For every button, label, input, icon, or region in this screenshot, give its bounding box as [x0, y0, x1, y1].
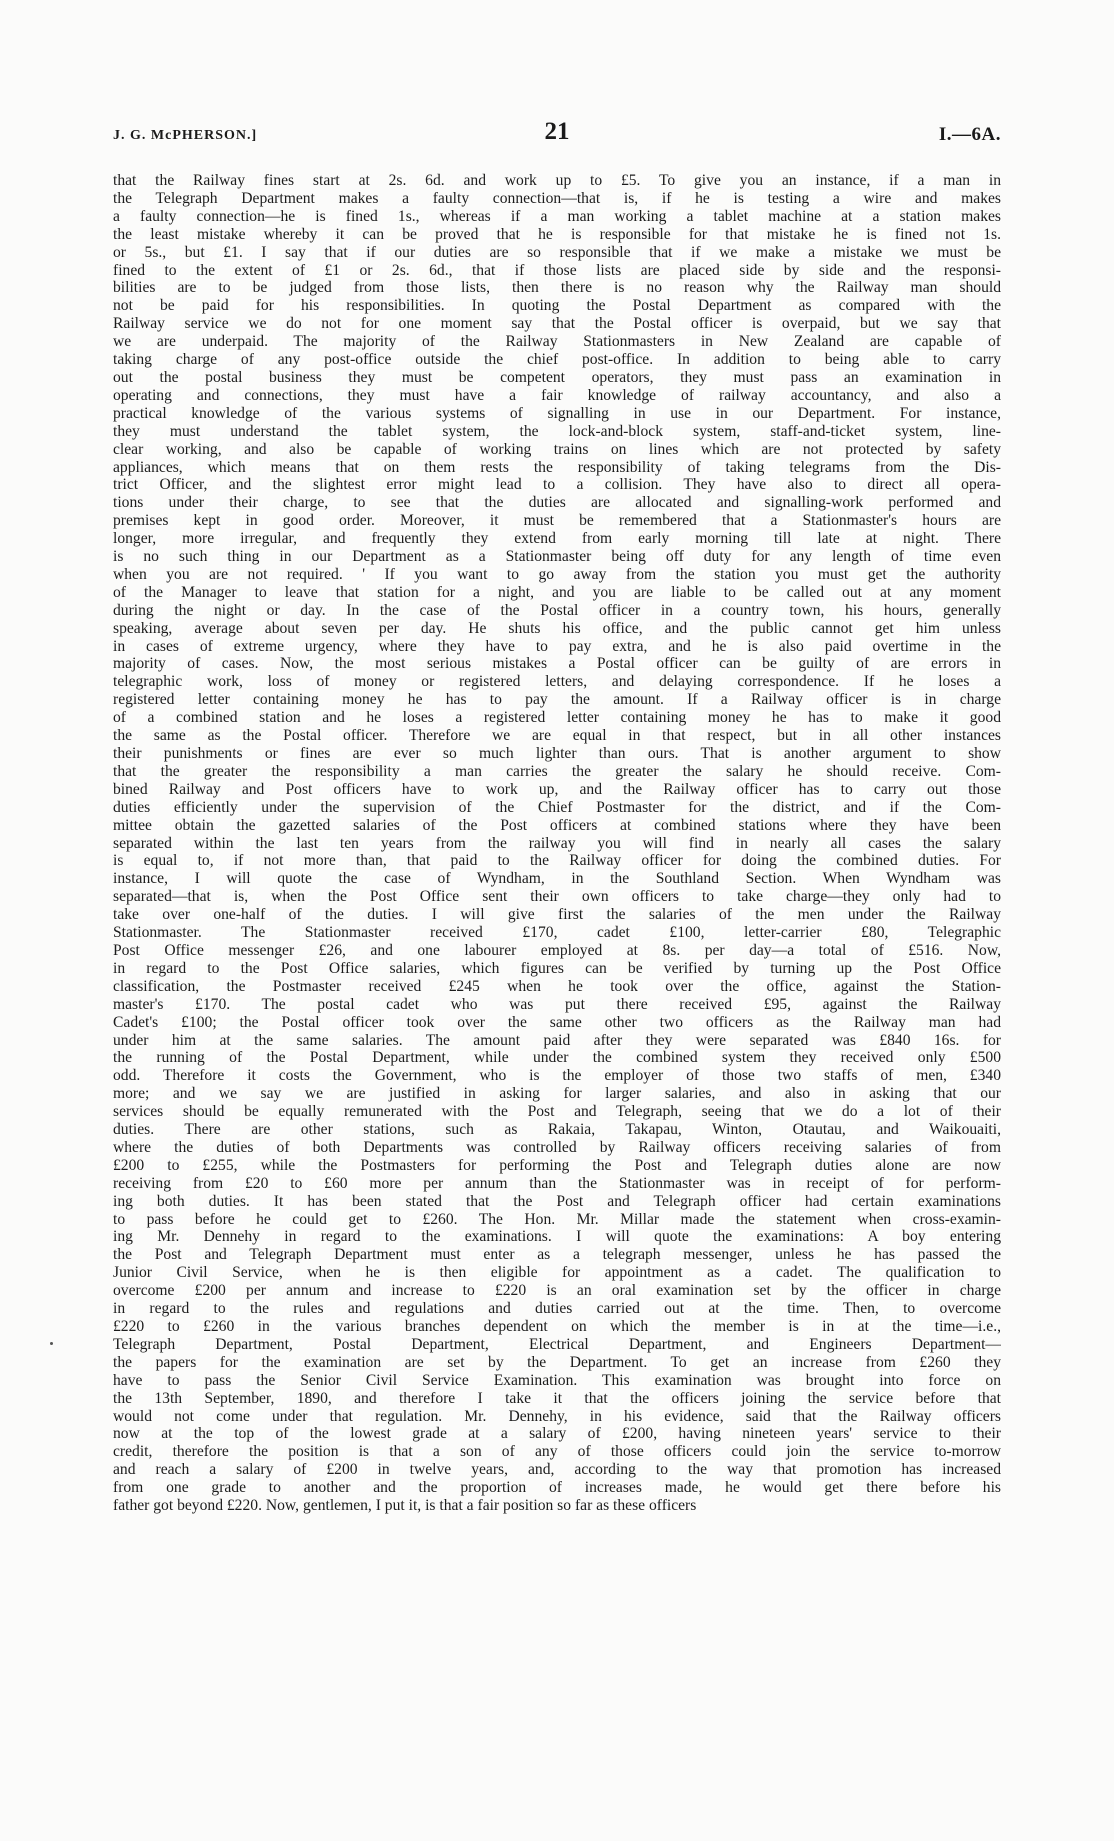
text-line: premises kept in good order. Moreover, it must be remembered that a Stationmaster's hours are [113, 512, 1001, 530]
text-line: when you are not required. ' If you want to go away from the station you must get the authority [113, 565, 1001, 583]
text-line: Post Office messenger £26, and one labourer employed at 8s. per day—a total of £516. Now, [113, 941, 1001, 959]
text-line: operating and connections, they must have a fair knowledge of railway accountancy, and also a [113, 386, 1001, 404]
text-line: not be paid for his responsibilities. In quoting the Postal Department as compared with the [113, 297, 1001, 315]
text-line: we are underpaid. The majority of the Railway Stationmasters in New Zealand are capable of [113, 333, 1001, 351]
text-line: classification, the Postmaster received £245 when he took over the office, against the Station- [113, 977, 1001, 995]
text-line: duties. There are other stations, such as Rakaia, Takapau, Winton, Otautau, and Waikouaiti, [113, 1121, 1001, 1139]
text-line: now at the top of the lowest grade at a salary of £200, having nineteen years' service to their [113, 1425, 1001, 1443]
text-line: Telegraph Department, Postal Department, Electrical Department, and Engineers Department— [113, 1335, 1001, 1353]
text-line: they must understand the tablet system, the lock-and-block system, staff-and-ticket system, line- [113, 422, 1001, 440]
text-line: Railway service we do not for one moment say that the Postal officer is overpaid, but we say that [113, 315, 1001, 333]
text-line: the least mistake whereby it can be proved that he is responsible for that mistake he is fined not 1s. [113, 225, 1001, 243]
page-number: 21 [544, 118, 570, 145]
text-line: in regard to the rules and regulations and duties carried out at the time. Then, to overcome [113, 1300, 1001, 1318]
text-line: tions under their charge, to see that the duties are allocated and signalling-work performed and [113, 494, 1001, 512]
text-line: speaking, average about seven per day. He shuts his office, and the public cannot get him unless [113, 619, 1001, 637]
text-line: trict Officer, and the slightest error might lead to a collision. They have also to direct all opera- [113, 476, 1001, 494]
text-line: £200 to £255, while the Postmasters for performing the Post and Telegraph duties alone are now [113, 1156, 1001, 1174]
text-line: and reach a salary of £200 in twelve years, and, according to the way that promotion has increased [113, 1461, 1001, 1479]
text-line: is equal to, if not more than, that paid to the Railway officer for doing the combined duties. For [113, 852, 1001, 870]
text-line: have to pass the Senior Civil Service Examination. This examination was brought into force on [113, 1371, 1001, 1389]
text-line: the 13th September, 1890, and therefore I take it that the officers joining the service before that [113, 1389, 1001, 1407]
text-line: that the Railway fines start at 2s. 6d. and work up to £5. To give you an instance, if a man in [113, 172, 1001, 189]
text-line: is no such thing in our Department as a Stationmaster being off duty for any length of time even [113, 548, 1001, 566]
body-text [113, 172, 1001, 1515]
text-line: bined Railway and Post officers have to work up, and the Railway officer has to carry out those [113, 780, 1001, 798]
text-line: separated within the last ten years from the railway you will find in nearly all cases the salary [113, 834, 1001, 852]
text-line: in cases of extreme urgency, where they have to pay extra, and he is also paid overtime in the [113, 637, 1001, 655]
text-line: clear working, and also be capable of working trains on lines which are not protected by safety [113, 440, 1001, 458]
text-line: or 5s., but £1. I say that if our duties are so responsible that if we make a mistake we must be [113, 243, 1001, 261]
text-line: Junior Civil Service, when he is then eligible for appointment as a cadet. The qualification to [113, 1264, 1001, 1282]
text-line: the papers for the examination are set by the Department. To get an increase from £260 they [113, 1353, 1001, 1371]
text-line: more; and we say we are justified in asking for larger salaries, and also in asking that our [113, 1085, 1001, 1103]
text-line: £220 to £260 in the various branches dependent on which the member is in at the time—i.e., [113, 1318, 1001, 1335]
text-line: instance, I will quote the case of Wyndham, in the Southland Section. When Wyndham was [113, 870, 1001, 888]
header-author: J. G. McPHERSON.] [113, 128, 258, 143]
text-line: during the night or day. In the case of the Postal officer in a country town, his hours, generally [113, 601, 1001, 619]
text-line: to pass before he could get to £260. The Hon. Mr. Millar made the statement when cross-examin- [113, 1210, 1001, 1228]
text-line: take over one-half of the duties. I will give first the salaries of the men under the Railway [113, 906, 1001, 924]
text-line: registered letter containing money he has to pay the amount. If a Railway officer is in charge [113, 691, 1001, 709]
text-line: ing Mr. Dennehy in regard to the examinations. I will quote the examinations: A boy entering [113, 1228, 1001, 1246]
text-line: mittee obtain the gazetted salaries of the Post officers at combined stations where they have been [113, 816, 1001, 834]
running-header [113, 118, 1001, 152]
header-document-ref: I.—6A. [938, 124, 1001, 145]
text-line: that the greater the responsibility a man carries the greater the salary he should receive. Com- [113, 762, 1001, 780]
paragraph [113, 172, 1001, 1515]
text-line: father got beyond £220. Now, gentlemen, I put it, is that a fair position so far as these officers [113, 1497, 697, 1515]
text-line: telegraphic work, loss of money or registered letters, and delaying correspondence. If he loses a [113, 673, 1001, 691]
text-line: receiving from £20 to £60 more per annum than the Stationmaster was in receipt of for perform- [113, 1174, 1001, 1192]
text-line: of the Manager to leave that station for a night, and you are liable to be called out at any moment [113, 583, 1001, 601]
text-line: longer, more irregular, and frequently they extend from early morning till late at night. There [113, 530, 1001, 548]
text-line: fined to the extent of £1 or 2s. 6d., that if those lists are placed side by side and the responsi- [113, 261, 1001, 279]
text-line: out the postal business they must be competent operators, they must pass an examination in [113, 368, 1001, 386]
text-line: Stationmaster. The Stationmaster received £170, cadet £100, letter-carrier £80, Telegraphic [113, 924, 1001, 942]
text-line: bilities are to be judged from those lists, then there is no reason why the Railway man should [113, 279, 1001, 297]
text-line: taking charge of any post-office outside the chief post-office. In addition to being able to carry [113, 351, 1001, 369]
text-line: master's £170. The postal cadet who was put there received £95, against the Railway [113, 995, 1001, 1013]
text-line: of a combined station and he loses a registered letter containing money he has to make it good [113, 709, 1001, 727]
text-line: majority of cases. Now, the most serious mistakes a Postal officer can be guilty of are errors in [113, 655, 1001, 673]
text-line: would not come under that regulation. Mr. Dennehy, in his evidence, said that the Railway officers [113, 1407, 1001, 1425]
text-line: appliances, which means that on them rests the responsibility of taking telegrams from the Dis- [113, 458, 1001, 476]
text-line: Cadet's £100; the Postal officer took over the same other two officers as the Railway man had [113, 1013, 1001, 1031]
text-line: in regard to the Post Office salaries, which figures can be verified by turning up the Post Office [113, 959, 1001, 977]
text-line: under him at the same salaries. The amount paid after they were separated was £840 16s. for [113, 1031, 1001, 1049]
text-line: overcome £200 per annum and increase to £220 is an oral examination set by the officer in charge [113, 1282, 1001, 1300]
text-line: separated—that is, when the Post Office sent their own officers to take charge—they only had to [113, 888, 1001, 906]
text-line: from one grade to another and the proportion of increases made, he would get there before his [113, 1479, 1001, 1497]
text-line: where the duties of both Departments was controlled by Railway officers receiving salaries of from [113, 1138, 1001, 1156]
text-line: the Telegraph Department makes a faulty connection—that is, if he is testing a wire and makes [113, 189, 1001, 207]
text-line: ing both duties. It has been stated that the Post and Telegraph officer had certain examinations [113, 1192, 1001, 1210]
text-line: services should be equally remunerated with the Post and Telegraph, seeing that we do a lot of their [113, 1103, 1001, 1121]
margin-mark [50, 1342, 53, 1345]
text-line: duties efficiently under the supervision of the Chief Postmaster for the district, and if the Com- [113, 798, 1001, 816]
text-line: a faulty connection—he is fined 1s., whereas if a man working a tablet machine at a station makes [113, 207, 1001, 225]
text-line: practical knowledge of the various systems of signalling in use in our Department. For instance, [113, 404, 1001, 422]
text-line: odd. Therefore it costs the Government, who is the employer of those two staffs of men, £340 [113, 1067, 1001, 1085]
text-line: the same as the Postal officer. Therefore we are equal in that respect, but in all other instances [113, 727, 1001, 745]
text-line: the Post and Telegraph Department must enter as a telegraph messenger, unless he has passed the [113, 1246, 1001, 1264]
text-line: their punishments or fines are ever so much lighter than ours. That is another argument to show [113, 745, 1001, 762]
text-line: credit, therefore the position is that a son of any of those officers could join the service to-morrow [113, 1443, 1001, 1461]
text-line: the running of the Postal Department, while under the combined system they received only £500 [113, 1049, 1001, 1067]
